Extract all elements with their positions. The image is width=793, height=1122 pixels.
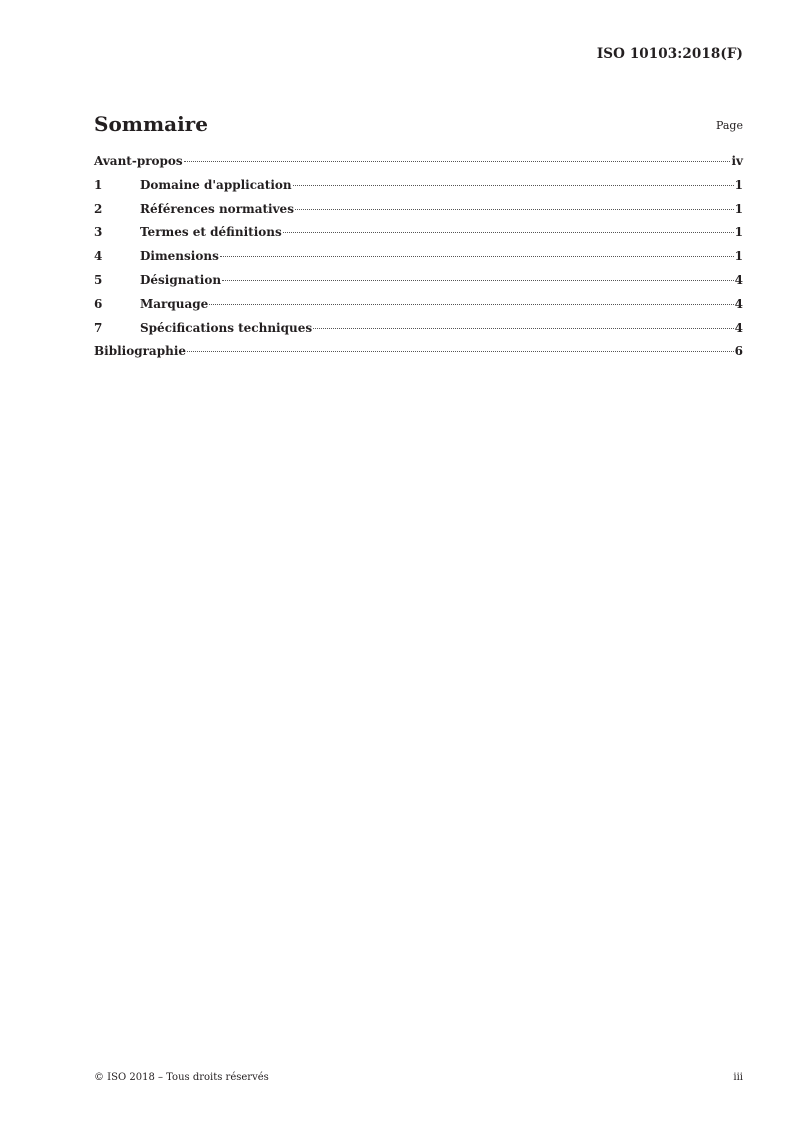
toc-leader-dots <box>184 161 731 162</box>
toc-leader-dots <box>295 209 734 210</box>
toc-entry-avant-propos[interactable] <box>94 154 743 178</box>
toc-entry-designation[interactable] <box>94 273 743 297</box>
toc-entry-bibliographie[interactable] <box>94 344 743 368</box>
toc-leader-dots <box>293 185 734 186</box>
toc-leader-dots <box>187 351 734 352</box>
toc-entry-title[interactable]: Avant-propos <box>94 154 183 168</box>
toc-entry-title[interactable]: Désignation <box>140 272 222 287</box>
toc-entry-page[interactable]: iv <box>731 154 743 168</box>
toc-entry-number: 5 <box>94 272 103 287</box>
toc-entry-title[interactable]: Références normatives <box>140 201 294 216</box>
toc-entry-title[interactable]: Termes et définitions <box>140 225 282 240</box>
toc-leader-dots <box>209 304 733 305</box>
toc-entry-number: 2 <box>94 201 103 216</box>
toc-leader-dots <box>222 280 734 281</box>
toc-entry-marquage[interactable] <box>94 297 743 321</box>
toc-entry-title[interactable]: Spécifications techniques <box>140 320 313 335</box>
toc-leader-dots <box>313 328 734 329</box>
toc-entry-domaine[interactable] <box>94 178 743 202</box>
toc-entry-references[interactable] <box>94 202 743 226</box>
table-of-contents <box>94 154 743 368</box>
toc-entry-page[interactable]: 4 <box>734 296 743 311</box>
toc-entry-specifications[interactable] <box>94 321 743 345</box>
toc-entry-title[interactable]: Dimensions <box>140 249 219 264</box>
toc-leader-dots <box>220 256 734 257</box>
toc-entry-title[interactable]: Domaine d'application <box>140 177 292 192</box>
toc-entry-dimensions[interactable] <box>94 249 743 273</box>
toc-entry-title[interactable]: Marquage <box>140 296 209 311</box>
toc-entry-number: 3 <box>94 225 103 240</box>
footer-page-number: iii <box>733 1072 743 1083</box>
toc-heading: Sommaire <box>94 112 208 136</box>
toc-entry-page[interactable]: 1 <box>734 177 743 192</box>
toc-leader-dots <box>283 232 734 233</box>
toc-entry-page[interactable]: 1 <box>734 201 743 216</box>
toc-entry-page[interactable]: 6 <box>734 344 743 359</box>
page-column-label: Page <box>715 119 743 132</box>
document-id: ISO 10103:2018(F) <box>596 46 743 62</box>
toc-entry-page[interactable]: 4 <box>734 320 743 335</box>
toc-entry-page[interactable]: 1 <box>734 225 743 240</box>
toc-entry-number: 6 <box>94 296 103 311</box>
toc-entry-page[interactable]: 1 <box>734 249 743 264</box>
toc-entry-page[interactable]: 4 <box>734 272 743 287</box>
footer-copyright: © ISO 2018 – Tous droits réservés <box>94 1072 269 1083</box>
toc-entry-number: 1 <box>94 177 103 192</box>
toc-entry-number: 7 <box>94 320 103 335</box>
toc-entry-termes[interactable] <box>94 225 743 249</box>
toc-entry-title[interactable]: Bibliographie <box>94 344 187 359</box>
toc-entry-number: 4 <box>94 249 103 264</box>
